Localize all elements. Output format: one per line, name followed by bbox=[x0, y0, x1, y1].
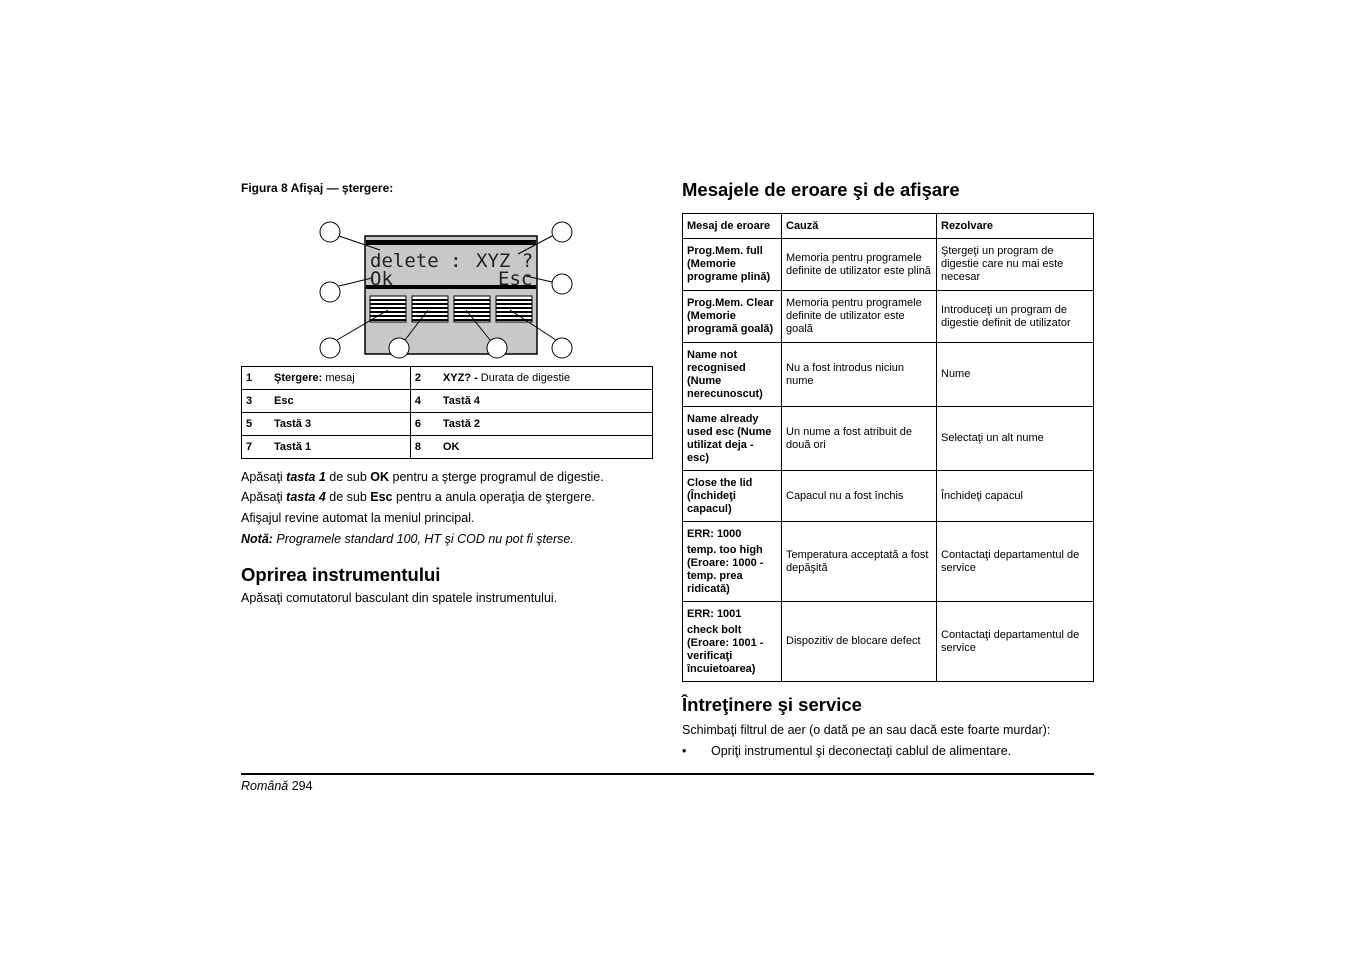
error-cause: Capacul nu a fost închis bbox=[782, 471, 937, 522]
error-fix: Contactaţi departamentul de service bbox=[937, 522, 1094, 602]
legend-label: Tastă 3 bbox=[270, 413, 410, 436]
callout-circle bbox=[487, 338, 507, 358]
callout-circle bbox=[320, 282, 340, 302]
error-fix: Închideţi capacul bbox=[937, 471, 1094, 522]
legend-number: 7 bbox=[242, 436, 271, 459]
error-row bbox=[683, 602, 1094, 682]
callout-circle bbox=[320, 338, 340, 358]
error-row bbox=[683, 291, 1094, 343]
legend-number: 6 bbox=[410, 413, 439, 436]
error-message: Name already used esc (Nume utilizat deja - esc) bbox=[683, 407, 782, 471]
legend-label: Esc bbox=[270, 390, 410, 413]
instruction-ok: Apăsaţi tasta 1 de sub OK pentru a şterge programul de digestie. bbox=[241, 470, 604, 484]
error-message: Close the lid (Închideţi capacul) bbox=[683, 471, 782, 522]
column-header: Cauză bbox=[782, 214, 937, 239]
error-cause: Memoria pentru programele definite de utilizator este goală bbox=[782, 291, 937, 343]
legend-label: Tastă 4 bbox=[439, 390, 653, 413]
lcd-line1-left: delete : bbox=[370, 250, 462, 272]
callout-circle bbox=[389, 338, 409, 358]
legend-label: XYZ? - Durata de digestie bbox=[439, 367, 653, 390]
softkey-1 bbox=[370, 296, 406, 322]
auto-return-text: Afişajul revine automat la meniul principal. bbox=[241, 511, 475, 525]
legend-number: 1 bbox=[242, 367, 271, 390]
legend-label: OK bbox=[439, 436, 653, 459]
lcd-line1-right: XYZ ? bbox=[476, 250, 534, 272]
error-table-header bbox=[683, 214, 1094, 239]
error-fix: Selectaţi un alt nume bbox=[937, 407, 1094, 471]
legend-number: 4 bbox=[410, 390, 439, 413]
error-row bbox=[683, 343, 1094, 407]
error-cause: Memoria pentru programele definite de utilizator este plină bbox=[782, 239, 937, 291]
error-row bbox=[683, 522, 1094, 602]
footer-language: Română bbox=[241, 779, 289, 793]
note: Notă: Programele standard 100, HT şi COD nu pot fi şterse. bbox=[241, 532, 574, 546]
legend-row bbox=[242, 390, 653, 413]
softkey-4 bbox=[496, 296, 532, 322]
legend-number: 5 bbox=[242, 413, 271, 436]
error-row bbox=[683, 239, 1094, 291]
legend-row bbox=[242, 413, 653, 436]
legend-row bbox=[242, 436, 653, 459]
page-number: 294 bbox=[291, 779, 313, 793]
softkey-2 bbox=[412, 296, 448, 322]
error-cause: Un nume a fost atribuit de două ori bbox=[782, 407, 937, 471]
figure-caption: Figura 8 Afişaj — ştergere: bbox=[241, 181, 394, 195]
bullet: • bbox=[682, 744, 687, 758]
legend-label: Tastă 1 bbox=[270, 436, 410, 459]
error-cause: Temperatura acceptată a fost depăşită bbox=[782, 522, 937, 602]
lcd-top-bar bbox=[366, 240, 536, 245]
column-header: Mesaj de eroare bbox=[683, 214, 782, 239]
heading-maintenance: Întreţinere şi service bbox=[682, 694, 862, 715]
error-message: Prog.Mem. full (Memorie programe plină) bbox=[683, 239, 782, 291]
error-cause: Dispozitiv de blocare defect bbox=[782, 602, 937, 682]
error-message: ERR: 1001 check bolt (Eroare: 1001 - verificaţi încuietoarea) bbox=[683, 602, 782, 682]
error-cause: Nu a fost introdus niciun nume bbox=[782, 343, 937, 407]
legend-number: 8 bbox=[410, 436, 439, 459]
column-header: Rezolvare bbox=[937, 214, 1094, 239]
error-table bbox=[682, 213, 1094, 682]
maintenance-step-1: Opriţi instrumentul şi deconectaţi cablul de alimentare. bbox=[711, 744, 1012, 758]
error-message: Name not recognised (Nume nerecunoscut) bbox=[683, 343, 782, 407]
error-fix: Nume bbox=[937, 343, 1094, 407]
shutdown-text: Apăsaţi comutatorul basculant din spatele instrumentului. bbox=[241, 591, 558, 605]
callout-circle bbox=[320, 222, 340, 242]
error-fix: Introduceţi un program de digestie definit de utilizator bbox=[937, 291, 1094, 343]
error-message: ERR: 1000 temp. too high (Eroare: 1000 - temp. prea ridicată) bbox=[683, 522, 782, 602]
legend-number: 2 bbox=[410, 367, 439, 390]
page-footer bbox=[241, 779, 313, 793]
lcd-line2-left: Ok bbox=[370, 268, 393, 290]
error-fix: Ştergeţi un program de digestie care nu mai este necesar bbox=[937, 239, 1094, 291]
heading-shutdown: Oprirea instrumentului bbox=[241, 564, 441, 585]
callout-circle bbox=[552, 274, 572, 294]
heading-errors: Mesajele de eroare şi de afişare bbox=[682, 179, 960, 200]
callout-circle bbox=[552, 222, 572, 242]
display-figure bbox=[300, 212, 600, 362]
figure-legend-table bbox=[241, 366, 653, 459]
legend-label: Tastă 2 bbox=[439, 413, 653, 436]
lcd-line2-right: Esc bbox=[498, 268, 533, 290]
legend-row bbox=[242, 367, 653, 390]
legend-label: Ştergere: mesaj bbox=[270, 367, 410, 390]
callout-circle bbox=[552, 338, 572, 358]
legend-number: 3 bbox=[242, 390, 271, 413]
error-fix: Contactaţi departamentul de service bbox=[937, 602, 1094, 682]
error-message: Prog.Mem. Clear (Memorie programă goală) bbox=[683, 291, 782, 343]
error-row bbox=[683, 407, 1094, 471]
error-row bbox=[683, 471, 1094, 522]
maintenance-text: Schimbaţi filtrul de aer (o dată pe an sau dacă este foarte murdar): bbox=[682, 723, 1051, 737]
footer-rule bbox=[241, 773, 1094, 775]
display-diagram bbox=[300, 212, 600, 362]
instruction-esc: Apăsaţi tasta 4 de sub Esc pentru a anula operaţia de ştergere. bbox=[241, 490, 595, 504]
